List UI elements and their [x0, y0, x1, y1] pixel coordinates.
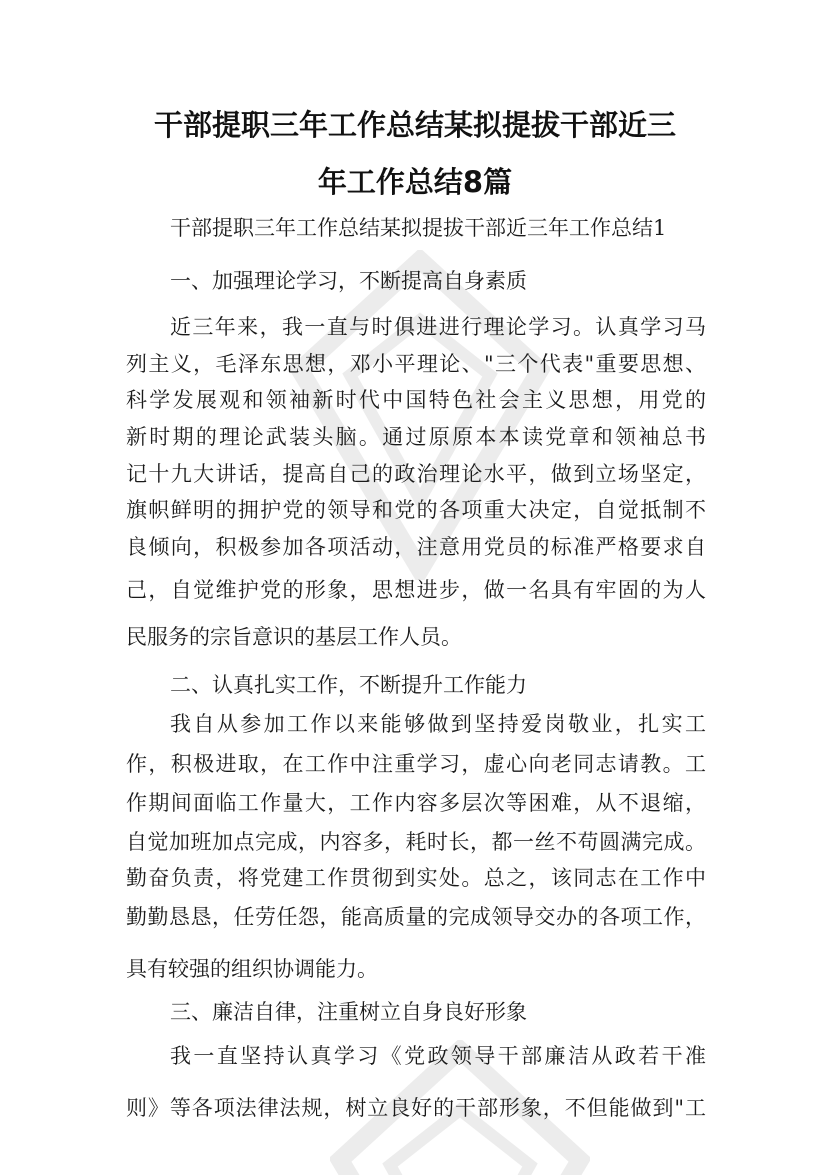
section-2-heading: 二、认真扎实工作，不断提升工作能力: [170, 673, 527, 697]
document-subtitle: 干部提职三年工作总结某拟提拔干部近三年工作总结1: [170, 216, 667, 240]
section-1-heading: 一、加强理论学习，不断提高自身素质: [170, 269, 527, 293]
paragraph-line: 则》等各项法律法规，树立良好的干部形象，不但能做到"工: [126, 1096, 706, 1120]
paragraph-line: 作期间面临工作量大，工作内容多层次等困难，从不退缩，: [126, 791, 706, 815]
paragraph-line: 作，积极进取，在工作中注重学习，虚心向老同志请教。工: [126, 752, 706, 776]
paragraph-line: 具有较强的组织协调能力。: [126, 957, 378, 981]
paragraph-line: 列主义，毛泽东思想，邓小平理论、"三个代表"重要思想、: [126, 352, 706, 376]
paragraph-line: 新时期的理论武装头脑。通过原原本本读党章和领袖总书: [126, 425, 706, 449]
paragraph-line: 我一直坚持认真学习《党政领导干部廉洁从政若干准: [170, 1044, 706, 1068]
paragraph-line: 自觉加班加点完成，内容多，耗时长，都一丝不苟圆满完成。: [126, 830, 706, 854]
paragraph-line: 己，自觉维护党的形象，思想进步，做一名具有牢固的为人: [126, 578, 706, 602]
paragraph-line: 勤勤恳恳，任劳任怨，能高质量的完成领导交办的各项工作，: [126, 905, 706, 929]
paragraph-line: 勤奋负责，将党建工作贯彻到实处。总之，该同志在工作中: [126, 866, 706, 890]
paragraph-line: 良倾向，积极参加各项活动，注意用党员的标准严格要求自: [126, 535, 706, 559]
paragraph-line: 记十九大讲话，提高自己的政治理论水平，做到立场坚定，: [126, 462, 706, 486]
document-title-line-2: 年工作总结8篇: [317, 165, 513, 199]
document-title-line-1: 干部提职三年工作总结某拟提拔干部近三: [153, 108, 676, 142]
paragraph-line: 民服务的宗旨意识的基层工作人员。: [126, 625, 462, 649]
paragraph-line: 近三年来，我一直与时俱进进行理论学习。认真学习马: [170, 315, 706, 339]
section-3-heading: 三、廉洁自律，注重树立自身良好形象: [170, 1000, 527, 1024]
paragraph-line: 旗帜鲜明的拥护党的领导和党的各项重大决定，自觉抵制不: [126, 498, 706, 522]
paragraph-line: 科学发展观和领袖新时代中国特色社会主义思想，用党的: [126, 388, 706, 412]
watermark-logo-icon: [290, 250, 550, 580]
paragraph-line: 我自从参加工作以来能够做到坚持爱岗敬业，扎实工: [170, 712, 706, 736]
